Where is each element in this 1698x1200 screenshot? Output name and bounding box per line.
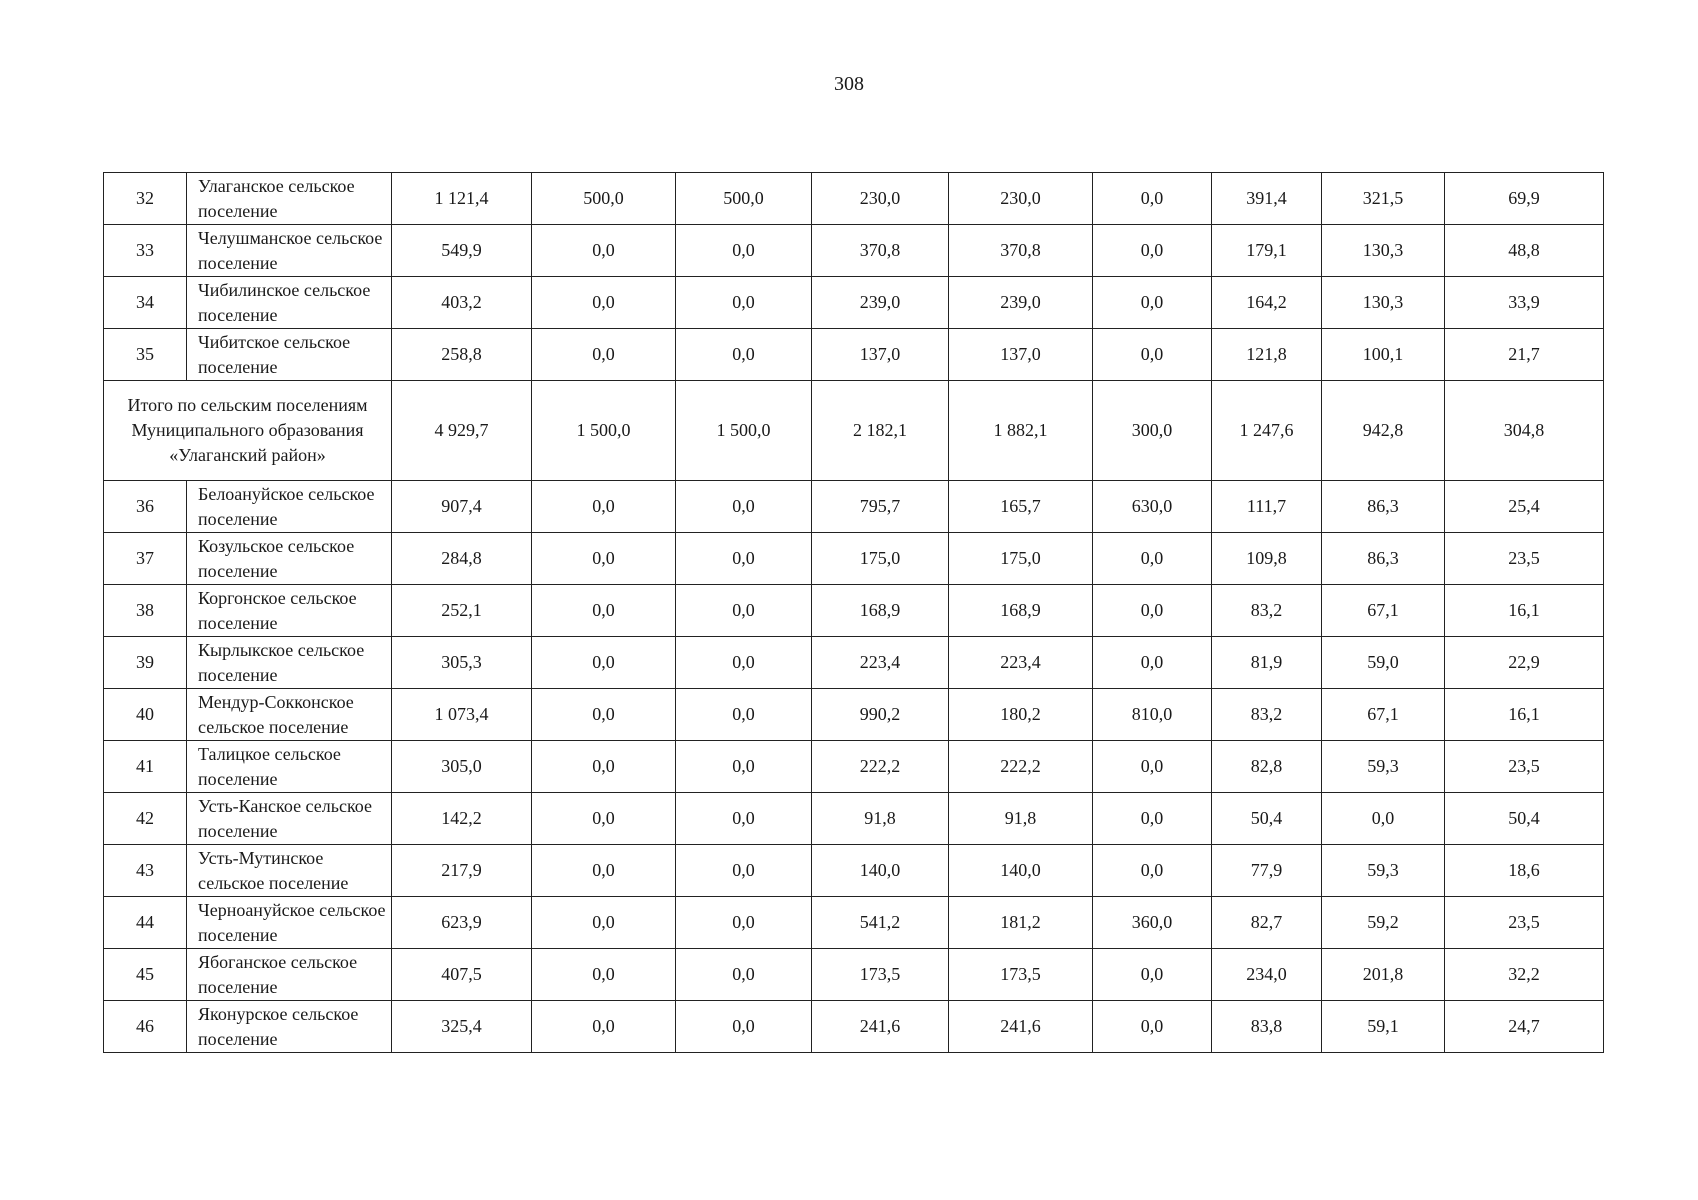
value-cell: 1 073,4 [392, 689, 532, 741]
total-value-cell: 1 882,1 [949, 381, 1093, 481]
value-cell: 623,9 [392, 897, 532, 949]
value-cell: 18,6 [1445, 845, 1604, 897]
value-cell: 86,3 [1322, 533, 1445, 585]
value-cell: 0,0 [532, 741, 676, 793]
row-number-cell: 34 [104, 277, 187, 329]
table-row [104, 585, 1604, 637]
value-cell: 0,0 [676, 533, 812, 585]
table-row [104, 225, 1604, 277]
table-row [104, 741, 1604, 793]
value-cell: 0,0 [532, 845, 676, 897]
row-number-cell: 35 [104, 329, 187, 381]
value-cell: 83,2 [1212, 585, 1322, 637]
value-cell: 140,0 [949, 845, 1093, 897]
value-cell: 0,0 [676, 277, 812, 329]
table-row [104, 689, 1604, 741]
settlements-table [103, 172, 1604, 1053]
value-cell: 0,0 [1322, 793, 1445, 845]
row-number-cell: 43 [104, 845, 187, 897]
value-cell: 223,4 [949, 637, 1093, 689]
value-cell: 0,0 [676, 481, 812, 533]
value-cell: 59,1 [1322, 1001, 1445, 1053]
value-cell: 83,8 [1212, 1001, 1322, 1053]
value-cell: 241,6 [812, 1001, 949, 1053]
total-value-cell: 300,0 [1093, 381, 1212, 481]
value-cell: 173,5 [949, 949, 1093, 1001]
row-number-cell: 32 [104, 173, 187, 225]
value-cell: 223,4 [812, 637, 949, 689]
value-cell: 83,2 [1212, 689, 1322, 741]
settlement-name-cell: Чибилинское сельское поселение [187, 277, 392, 329]
table-row [104, 949, 1604, 1001]
table-row [104, 1001, 1604, 1053]
value-cell: 0,0 [532, 277, 676, 329]
settlement-name-cell: Талицкое сельское поселение [187, 741, 392, 793]
total-value-cell: 1 500,0 [532, 381, 676, 481]
value-cell: 77,9 [1212, 845, 1322, 897]
value-cell: 48,8 [1445, 225, 1604, 277]
row-number-cell: 33 [104, 225, 187, 277]
row-number-cell: 41 [104, 741, 187, 793]
value-cell: 16,1 [1445, 689, 1604, 741]
settlement-name-cell: Усть-Канское сельское поселение [187, 793, 392, 845]
value-cell: 59,2 [1322, 897, 1445, 949]
value-cell: 21,7 [1445, 329, 1604, 381]
value-cell: 164,2 [1212, 277, 1322, 329]
value-cell: 67,1 [1322, 689, 1445, 741]
settlement-name-cell: Яконурское сельское поселение [187, 1001, 392, 1053]
total-row [104, 381, 1604, 481]
value-cell: 0,0 [1093, 845, 1212, 897]
value-cell: 0,0 [532, 481, 676, 533]
value-cell: 100,1 [1322, 329, 1445, 381]
value-cell: 59,3 [1322, 845, 1445, 897]
value-cell: 121,8 [1212, 329, 1322, 381]
value-cell: 0,0 [1093, 533, 1212, 585]
value-cell: 137,0 [812, 329, 949, 381]
value-cell: 222,2 [812, 741, 949, 793]
value-cell: 230,0 [812, 173, 949, 225]
settlement-name-cell: Улаганское сельское поселение [187, 173, 392, 225]
value-cell: 630,0 [1093, 481, 1212, 533]
value-cell: 23,5 [1445, 897, 1604, 949]
value-cell: 0,0 [532, 949, 676, 1001]
value-cell: 168,9 [949, 585, 1093, 637]
value-cell: 130,3 [1322, 277, 1445, 329]
table-row [104, 793, 1604, 845]
value-cell: 109,8 [1212, 533, 1322, 585]
value-cell: 201,8 [1322, 949, 1445, 1001]
total-value-cell: 4 929,7 [392, 381, 532, 481]
value-cell: 137,0 [949, 329, 1093, 381]
value-cell: 81,9 [1212, 637, 1322, 689]
value-cell: 0,0 [676, 845, 812, 897]
value-cell: 241,6 [949, 1001, 1093, 1053]
value-cell: 0,0 [676, 741, 812, 793]
value-cell: 403,2 [392, 277, 532, 329]
value-cell: 86,3 [1322, 481, 1445, 533]
settlement-name-cell: Чибитское сельское поселение [187, 329, 392, 381]
settlement-name-cell: Кырлыкское сельское поселение [187, 637, 392, 689]
value-cell: 222,2 [949, 741, 1093, 793]
value-cell: 91,8 [949, 793, 1093, 845]
value-cell: 91,8 [812, 793, 949, 845]
settlement-name-cell: Мендур-Сокконское сельское поселение [187, 689, 392, 741]
value-cell: 541,2 [812, 897, 949, 949]
value-cell: 1 121,4 [392, 173, 532, 225]
value-cell: 239,0 [949, 277, 1093, 329]
settlement-name-cell: Усть-Мутинское сельское поселение [187, 845, 392, 897]
value-cell: 0,0 [676, 897, 812, 949]
total-value-cell: 304,8 [1445, 381, 1604, 481]
table-row [104, 533, 1604, 585]
value-cell: 305,3 [392, 637, 532, 689]
table-row [104, 173, 1604, 225]
value-cell: 111,7 [1212, 481, 1322, 533]
value-cell: 25,4 [1445, 481, 1604, 533]
value-cell: 82,7 [1212, 897, 1322, 949]
value-cell: 0,0 [1093, 949, 1212, 1001]
value-cell: 33,9 [1445, 277, 1604, 329]
value-cell: 179,1 [1212, 225, 1322, 277]
value-cell: 0,0 [1093, 225, 1212, 277]
value-cell: 0,0 [532, 793, 676, 845]
value-cell: 0,0 [1093, 1001, 1212, 1053]
row-number-cell: 40 [104, 689, 187, 741]
value-cell: 549,9 [392, 225, 532, 277]
row-number-cell: 42 [104, 793, 187, 845]
row-number-cell: 37 [104, 533, 187, 585]
total-value-cell: 1 500,0 [676, 381, 812, 481]
value-cell: 168,9 [812, 585, 949, 637]
row-number-cell: 44 [104, 897, 187, 949]
value-cell: 370,8 [949, 225, 1093, 277]
value-cell: 234,0 [1212, 949, 1322, 1001]
value-cell: 181,2 [949, 897, 1093, 949]
value-cell: 0,0 [532, 329, 676, 381]
value-cell: 23,5 [1445, 741, 1604, 793]
total-value-cell: 942,8 [1322, 381, 1445, 481]
row-number-cell: 45 [104, 949, 187, 1001]
row-number-cell: 46 [104, 1001, 187, 1053]
value-cell: 165,7 [949, 481, 1093, 533]
table-row [104, 481, 1604, 533]
value-cell: 0,0 [676, 689, 812, 741]
value-cell: 69,9 [1445, 173, 1604, 225]
value-cell: 82,8 [1212, 741, 1322, 793]
value-cell: 284,8 [392, 533, 532, 585]
value-cell: 0,0 [532, 637, 676, 689]
value-cell: 0,0 [1093, 173, 1212, 225]
page-number: 308 [834, 73, 864, 95]
value-cell: 67,1 [1322, 585, 1445, 637]
value-cell: 142,2 [392, 793, 532, 845]
value-cell: 391,4 [1212, 173, 1322, 225]
value-cell: 407,5 [392, 949, 532, 1001]
value-cell: 180,2 [949, 689, 1093, 741]
value-cell: 50,4 [1445, 793, 1604, 845]
value-cell: 23,5 [1445, 533, 1604, 585]
value-cell: 0,0 [676, 637, 812, 689]
value-cell: 990,2 [812, 689, 949, 741]
value-cell: 370,8 [812, 225, 949, 277]
value-cell: 173,5 [812, 949, 949, 1001]
value-cell: 325,4 [392, 1001, 532, 1053]
value-cell: 360,0 [1093, 897, 1212, 949]
value-cell: 175,0 [812, 533, 949, 585]
value-cell: 16,1 [1445, 585, 1604, 637]
value-cell: 140,0 [812, 845, 949, 897]
value-cell: 795,7 [812, 481, 949, 533]
value-cell: 0,0 [1093, 793, 1212, 845]
value-cell: 500,0 [532, 173, 676, 225]
table-row [104, 277, 1604, 329]
value-cell: 258,8 [392, 329, 532, 381]
value-cell: 0,0 [532, 533, 676, 585]
total-label-cell: Итого по сельским поселениям Муниципального образования «Улаганский район» [104, 381, 392, 481]
value-cell: 321,5 [1322, 173, 1445, 225]
value-cell: 217,9 [392, 845, 532, 897]
value-cell: 0,0 [1093, 585, 1212, 637]
table-body [104, 173, 1604, 1053]
value-cell: 907,4 [392, 481, 532, 533]
total-value-cell: 1 247,6 [1212, 381, 1322, 481]
value-cell: 0,0 [676, 329, 812, 381]
value-cell: 0,0 [532, 585, 676, 637]
settlement-name-cell: Белоануйское сельское поселение [187, 481, 392, 533]
row-number-cell: 39 [104, 637, 187, 689]
row-number-cell: 36 [104, 481, 187, 533]
value-cell: 0,0 [532, 225, 676, 277]
value-cell: 252,1 [392, 585, 532, 637]
value-cell: 24,7 [1445, 1001, 1604, 1053]
value-cell: 32,2 [1445, 949, 1604, 1001]
settlement-name-cell: Козульское сельское поселение [187, 533, 392, 585]
value-cell: 0,0 [532, 1001, 676, 1053]
value-cell: 305,0 [392, 741, 532, 793]
value-cell: 175,0 [949, 533, 1093, 585]
value-cell: 0,0 [676, 1001, 812, 1053]
value-cell: 50,4 [1212, 793, 1322, 845]
row-number-cell: 38 [104, 585, 187, 637]
value-cell: 500,0 [676, 173, 812, 225]
value-cell: 59,3 [1322, 741, 1445, 793]
value-cell: 810,0 [1093, 689, 1212, 741]
value-cell: 0,0 [1093, 741, 1212, 793]
value-cell: 0,0 [1093, 329, 1212, 381]
value-cell: 0,0 [676, 225, 812, 277]
table-row [104, 329, 1604, 381]
settlement-name-cell: Челушманское сельское поселение [187, 225, 392, 277]
table-row [104, 637, 1604, 689]
table-row [104, 897, 1604, 949]
value-cell: 59,0 [1322, 637, 1445, 689]
value-cell: 130,3 [1322, 225, 1445, 277]
value-cell: 0,0 [676, 793, 812, 845]
value-cell: 0,0 [532, 689, 676, 741]
value-cell: 239,0 [812, 277, 949, 329]
total-value-cell: 2 182,1 [812, 381, 949, 481]
value-cell: 22,9 [1445, 637, 1604, 689]
table-row [104, 845, 1604, 897]
settlement-name-cell: Ябоганское сельское поселение [187, 949, 392, 1001]
settlement-name-cell: Черноануйское сельское поселение [187, 897, 392, 949]
value-cell: 0,0 [532, 897, 676, 949]
value-cell: 0,0 [676, 949, 812, 1001]
settlement-name-cell: Коргонское сельское поселение [187, 585, 392, 637]
value-cell: 0,0 [1093, 277, 1212, 329]
value-cell: 0,0 [676, 585, 812, 637]
value-cell: 0,0 [1093, 637, 1212, 689]
value-cell: 230,0 [949, 173, 1093, 225]
